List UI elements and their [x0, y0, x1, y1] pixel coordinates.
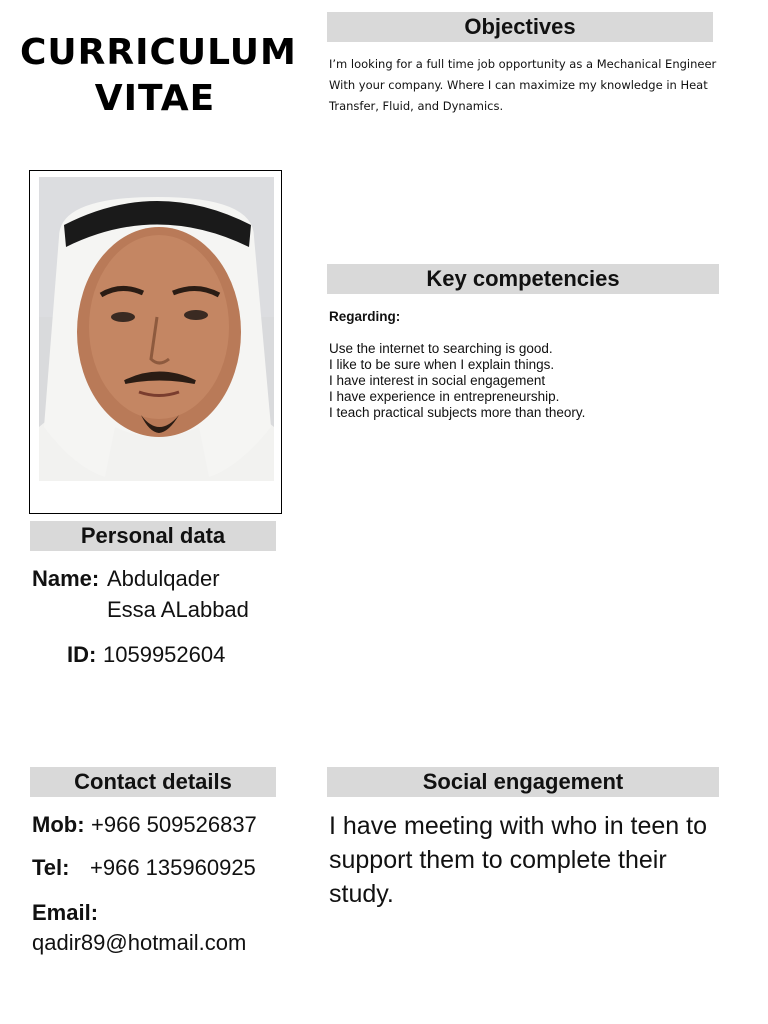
email-value: qadir89@hotmail.com: [32, 930, 247, 955]
competency-item: Use the internet to searching is good.: [329, 341, 553, 356]
competencies-list: [329, 341, 729, 421]
competencies-heading: Key competencies: [327, 264, 719, 294]
email-label: Email:: [32, 900, 99, 925]
competency-item: I have experience in entrepreneurship.: [329, 389, 560, 404]
competency-item: I have interest in social engagement: [329, 373, 546, 388]
id-value: 1059952604: [103, 642, 226, 667]
mob-label: Mob:: [32, 812, 85, 837]
tel-label: Tel:: [32, 855, 70, 880]
name-line1: Abdulqader: [107, 566, 220, 591]
cv-title: CURRICULUM VITAE: [20, 32, 297, 119]
objectives-heading: Objectives: [327, 12, 713, 42]
profile-photo: [39, 177, 274, 481]
competency-item: I teach practical subjects more than theory.: [329, 405, 586, 420]
mob-value: +966 509526837: [91, 812, 257, 837]
personal-heading: Personal data: [30, 521, 276, 551]
competency-item: I like to be sure when I explain things.: [329, 357, 555, 372]
social-heading: Social engagement: [327, 767, 719, 797]
name-line2: Essa ALabbad: [107, 597, 249, 622]
contact-heading: Contact details: [30, 767, 276, 797]
tel-value: +966 135960925: [90, 855, 256, 880]
id-label: ID:: [67, 642, 97, 667]
social-text: I have meeting with who in teen to support them to complete their study.: [329, 812, 708, 908]
name-label: Name:: [32, 566, 100, 591]
profile-photo-frame: [29, 170, 282, 514]
objectives-text: I’m looking for a full time job opportunity as a Mechanical Engineer With your company. Where I can maximize my knowledge in Heat Transfer, Fluid, and Dynamics.: [329, 57, 717, 113]
competencies-regarding: Regarding:: [329, 309, 401, 324]
